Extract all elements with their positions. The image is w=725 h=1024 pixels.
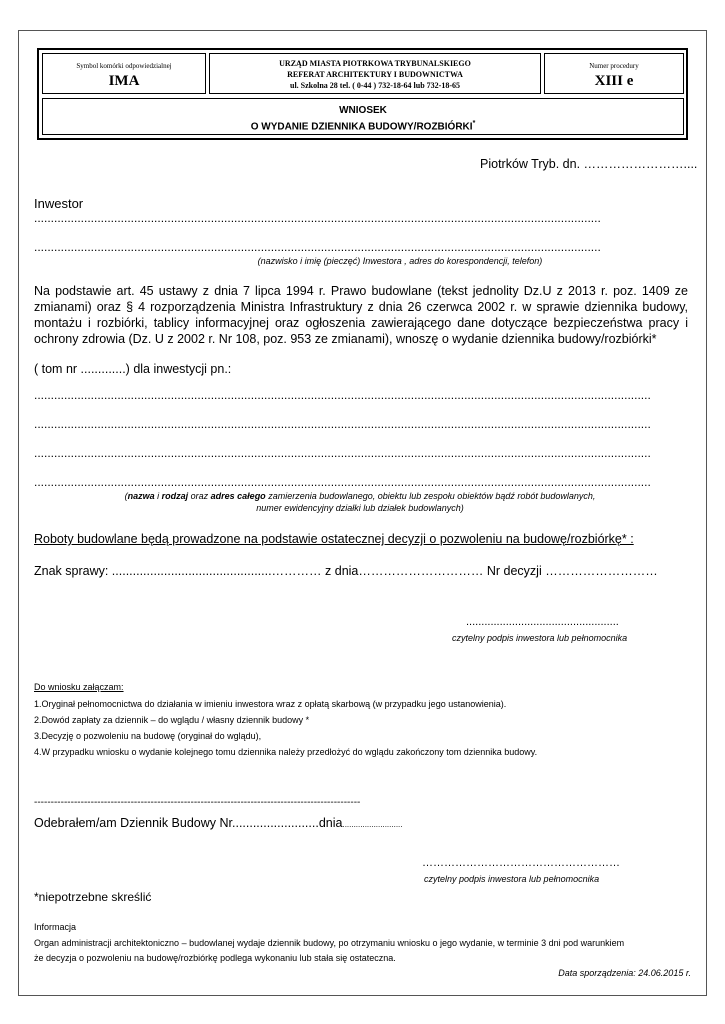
form-title-line1: WNIOSEK bbox=[339, 105, 387, 116]
investor-label: Inwestor bbox=[34, 196, 84, 211]
information-text-line1: Organ administracji architektoniczno – budowlanej wydaje dziennik budowy, po otrzymaniu wniosku o jego wydanie, w terminie 3 dni pod warunkiem bbox=[34, 938, 625, 948]
signature-caption-1: czytelny podpis inwestora lub pełnomocnika bbox=[452, 633, 628, 643]
responsible-unit-cell bbox=[42, 53, 206, 94]
investment-line-2[interactable]: ......................................................................................................................................................................................... bbox=[34, 417, 651, 431]
form-header bbox=[37, 48, 688, 140]
responsible-unit-label: Symbol komórki odpowiedzialnej bbox=[76, 62, 172, 70]
procedure-value: XIII e bbox=[594, 73, 634, 89]
attachments-heading: Do wniosku załączam: bbox=[34, 682, 124, 692]
attachments-list bbox=[34, 696, 537, 760]
investor-line-1[interactable]: .......................................................................................................................................................................... bbox=[34, 211, 601, 225]
attachment-item: 4.W przypadku wniosku o wydanie kolejnego tomu dziennika należy przedłożyć do wglądu zakończony tom dziennika budowy. bbox=[34, 747, 538, 757]
investment-line-4[interactable]: ......................................................................................................................................................................................... bbox=[34, 475, 651, 489]
title-footnote-mark: * bbox=[472, 120, 476, 127]
information-text-line2: że decyzja o pozwoleniu na budowę/rozbiórkę podlega wykonaniu lub stała się ostateczna. bbox=[34, 953, 396, 963]
place-date-field[interactable]: Piotrków Tryb. dn. …………………….... bbox=[480, 157, 698, 171]
received-line[interactable] bbox=[34, 816, 402, 830]
office-cell bbox=[209, 53, 541, 94]
investor-line-2[interactable]: .......................................................................................................................................................................... bbox=[34, 240, 601, 254]
form-title-line2: O WYDANIE DZIENNIKA BUDOWY/ROZBIÓRKI* bbox=[250, 120, 476, 133]
office-department: REFERAT ARCHITEKTURY I BUDOWNICTWA bbox=[287, 70, 463, 79]
responsible-unit-value: IMA bbox=[108, 73, 140, 89]
office-name: URZĄD MIASTA PIOTRKOWA TRYBUNALSKIEGO bbox=[279, 59, 471, 68]
footnote: *niepotrzebne skreślić bbox=[34, 890, 152, 904]
investment-note: (nazwa i rodzaj oraz adres całego zamierzenia budowlanego, obiektu lub zespołu obiektów bądź robót budowlanych, numer ewidencyjny działki lub działek budowlanych) bbox=[124, 491, 596, 513]
volume-line[interactable]: ( tom nr .............) dla inwestycji pn.: bbox=[34, 362, 232, 376]
decision-fields[interactable]: Znak sprawy: ..............................................………… z dnia………………………… Nr decyzji ……………………… bbox=[34, 564, 658, 578]
decision-heading: Roboty budowlane będą prowadzone na podstawie ostatecznej decyzji o pozwoleniu na budowę/rozbiórkę* : bbox=[34, 532, 634, 546]
prepared-date: Data sporządzenia: 24.06.2015 r. bbox=[558, 968, 691, 978]
form-title bbox=[42, 98, 684, 135]
procedure-label: Numer procedury bbox=[589, 62, 639, 70]
received-date-dots[interactable]: ........................... bbox=[342, 820, 403, 829]
signature-caption-2: czytelny podpis inwestora lub pełnomocnika bbox=[424, 874, 600, 884]
procedure-cell bbox=[544, 53, 684, 94]
signature-line-1[interactable]: .................................................. bbox=[466, 616, 619, 628]
investor-note: (nazwisko i imię (pieczęć) Inwestora , adres do korespondencji, telefon) bbox=[257, 256, 543, 266]
request-paragraph: Na podstawie art. 45 ustawy z dnia 7 lipca 1994 r. Prawo budowlane (tekst jednolity Dz.U z 2013 r. poz. 1409 ze zmianami) oraz § 4 rozporządzenia Ministra Infrastruktury z dnia 26 czerwca 2002 r. w sprawie dziennika budowy, montażu i rozbiórki, tablicy informacyjnej oraz ogłoszenia zawierającego dane dotyczące bezpieczeństwa pracy i ochrony zdrowia (Dz. U z 2002 r. Nr 108, poz. 953 ze zmianami), wnoszę o wydanie dziennika budowy/rozbiórki* bbox=[34, 284, 688, 346]
received-text: Odebrałem/am Dziennik Budowy Nr.........................dnia bbox=[34, 816, 343, 830]
investment-line-1[interactable]: ......................................................................................................................................................................................... bbox=[34, 388, 651, 402]
attachment-item: 1.Oryginał pełnomocnictwa do działania w imieniu inwestora wraz z opłatą skarbową (w przypadku jego ustanowienia). bbox=[34, 699, 507, 709]
signature-line-2[interactable]: ……………………………………………… bbox=[422, 857, 620, 869]
office-address: ul. Szkolna 28 tel. ( 0-44 ) 732-18-64 lub 732-18-65 bbox=[290, 81, 460, 90]
separator-line: -------------------------------------------------------------------------------------------------- bbox=[34, 797, 361, 808]
attachment-item: 3.Decyzję o pozwoleniu na budowę (oryginał do wglądu), bbox=[34, 731, 262, 741]
information-heading: Informacja bbox=[34, 922, 77, 932]
investment-line-3[interactable]: ......................................................................................................................................................................................... bbox=[34, 446, 651, 460]
attachment-item: 2.Dowód zapłaty za dziennik – do wglądu / własny dziennik budowy * bbox=[34, 715, 310, 725]
